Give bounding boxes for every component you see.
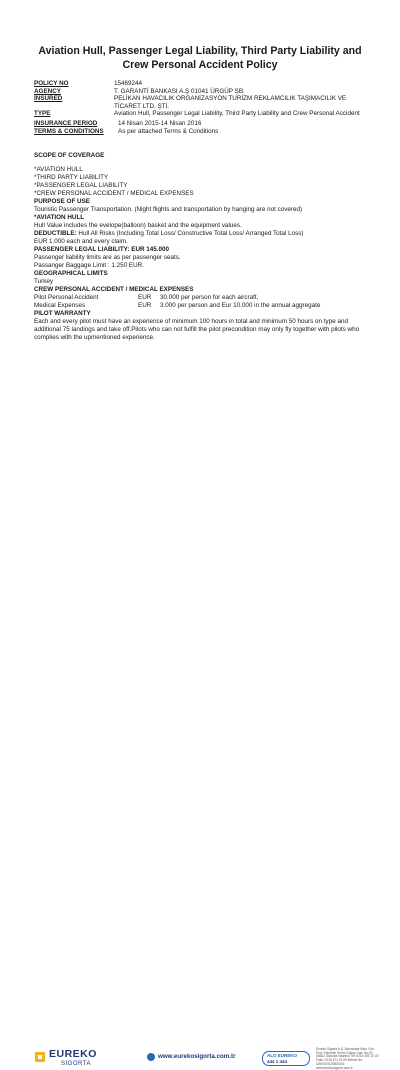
crew-heading: CREW PERSONAL ACCIDENT / MEDICAL EXPENSES	[34, 286, 194, 293]
period-row	[34, 120, 374, 128]
deductible-label: DEDUCTIBLE:	[34, 230, 77, 237]
globe-icon	[147, 1053, 155, 1061]
hull-text: Hull Value includes the evelope(balloon) basket and the equipment values.	[34, 222, 242, 229]
policy-body	[34, 152, 374, 342]
scope-list	[34, 166, 374, 198]
passenger-line-2: Passanger Baggage Limit : 1.250 EUR.	[34, 262, 144, 269]
deductible-line	[34, 230, 374, 238]
crew-row	[34, 294, 374, 302]
agency-value: T. GARANTİ BANKASI A.Ş 01041 ÜRGÜP ŞB.	[114, 87, 245, 95]
eureko-logo-icon	[35, 1052, 45, 1062]
passenger-heading: PASSENGER LEGAL LIABILITY: EUR 145.000	[34, 246, 170, 253]
purpose-text: Touristic Passenger Transportation. (Night flights and transportation by hanging are not covered)	[34, 206, 303, 213]
purpose-heading: PURPOSE OF USE	[34, 198, 90, 205]
policy-no-row	[34, 80, 374, 88]
warranty-heading: PILOT WARRANTY	[34, 310, 91, 317]
warranty-text: Each and every pilot must have an experience of minimum 100 hours in total and minimum 50 hours on type and additional 75 landings and take off.Pilots who can not fulfill the pilot precondition may only fly together with pilots who complies with the upmentioned experience.	[34, 318, 360, 341]
crew-table	[34, 294, 374, 310]
policy-no-label: POLICY NO	[34, 80, 69, 87]
period-value: 14 Nisan 2015-14 Nisan 2016	[118, 119, 202, 127]
crew-row-label: Medical Expenses	[34, 302, 86, 309]
policy-info-block	[34, 80, 374, 135]
company-address: Eureko Sigorta A.Ş. Altunizade Mah. Ord. Prof. Fahrettin Kerim Gökay Cad. No:20 34662 Üsküdar İstanbul Tel: 0216 400 10 00 Faks: 0216 474 23 59 Mersis No: 0290027625500016 www.eurekosigorta.com.tr	[316, 1047, 379, 1070]
badge-phone-number: 444 1 444	[267, 1058, 288, 1064]
geo-heading: GEOGRAPHICAL LIMITS	[34, 270, 108, 277]
crew-row-label: Pilot Personal Accident	[34, 294, 99, 301]
deductible-text: Hull All Risks (Including Total Loss/ Constructive Total Loss/ Arranged Total Loss)	[76, 230, 304, 237]
scope-item: *PASSENGER LEGAL LIABILITY	[34, 182, 128, 189]
deductible-amount: EUR 1.000 each and every claim.	[34, 238, 128, 245]
website-link[interactable]: www.eurekosigorta.com.tr	[158, 1053, 236, 1060]
scope-item: *CREW PERSONAL ACCIDENT / MEDICAL EXPENSES	[34, 190, 194, 197]
terms-value: As per attached Terms & Conditions	[118, 127, 219, 135]
insured-label: INSURED	[34, 95, 63, 103]
insured-row	[34, 95, 374, 110]
phone-badge	[262, 1051, 310, 1066]
terms-label: TERMS & CONDITIONS	[34, 127, 104, 135]
geo-text: Turkey	[34, 278, 54, 285]
passenger-line-1: Passenger liability limits are as per passenger seats.	[34, 254, 181, 261]
insured-value: PELİKAN HAVACILIK ORGANİZASYON TURİZM REKLAMCILIK TAŞIMACILIK VE TİCARET LTD. ŞTİ.	[114, 95, 347, 110]
crew-row	[34, 302, 374, 310]
agency-label: AGENCY	[34, 87, 61, 95]
scope-heading: SCOPE OF COVERAGE	[34, 152, 105, 159]
scope-item: *AVIATION HULL	[34, 166, 83, 173]
crew-row-currency: EUR	[138, 294, 152, 301]
type-label: TYPE	[34, 110, 51, 118]
hull-heading: *AVIATION HULL	[34, 214, 85, 221]
policy-title: Aviation Hull, Passenger Legal Liability, Third Party Liability and Crew Personal Accident Policy	[38, 45, 362, 71]
crew-row-currency: EUR	[138, 302, 152, 309]
footer	[0, 522, 400, 1070]
terms-row	[34, 128, 374, 136]
crew-row-text: 30.000 per person for each aircraft.	[160, 294, 259, 301]
period-label: INSURANCE PERIOD	[34, 119, 98, 127]
scope-item: *THIRD PARTY LIABILITY	[34, 174, 109, 181]
badge-top-text: ALO EUREKO	[267, 1053, 298, 1058]
brand-sub: SIGORTA	[61, 1061, 91, 1067]
crew-row-text: 3.000 per person and Eur 10.000 in the annual aggregate	[160, 302, 321, 309]
type-row	[34, 110, 374, 118]
type-value: Aviation Hull, Passenger Legal Liability, Third Party Liability and Crew Personal Accident	[114, 110, 360, 118]
brand-name: EUREKO	[49, 1048, 97, 1060]
policy-no-value: 15469244	[114, 80, 143, 87]
